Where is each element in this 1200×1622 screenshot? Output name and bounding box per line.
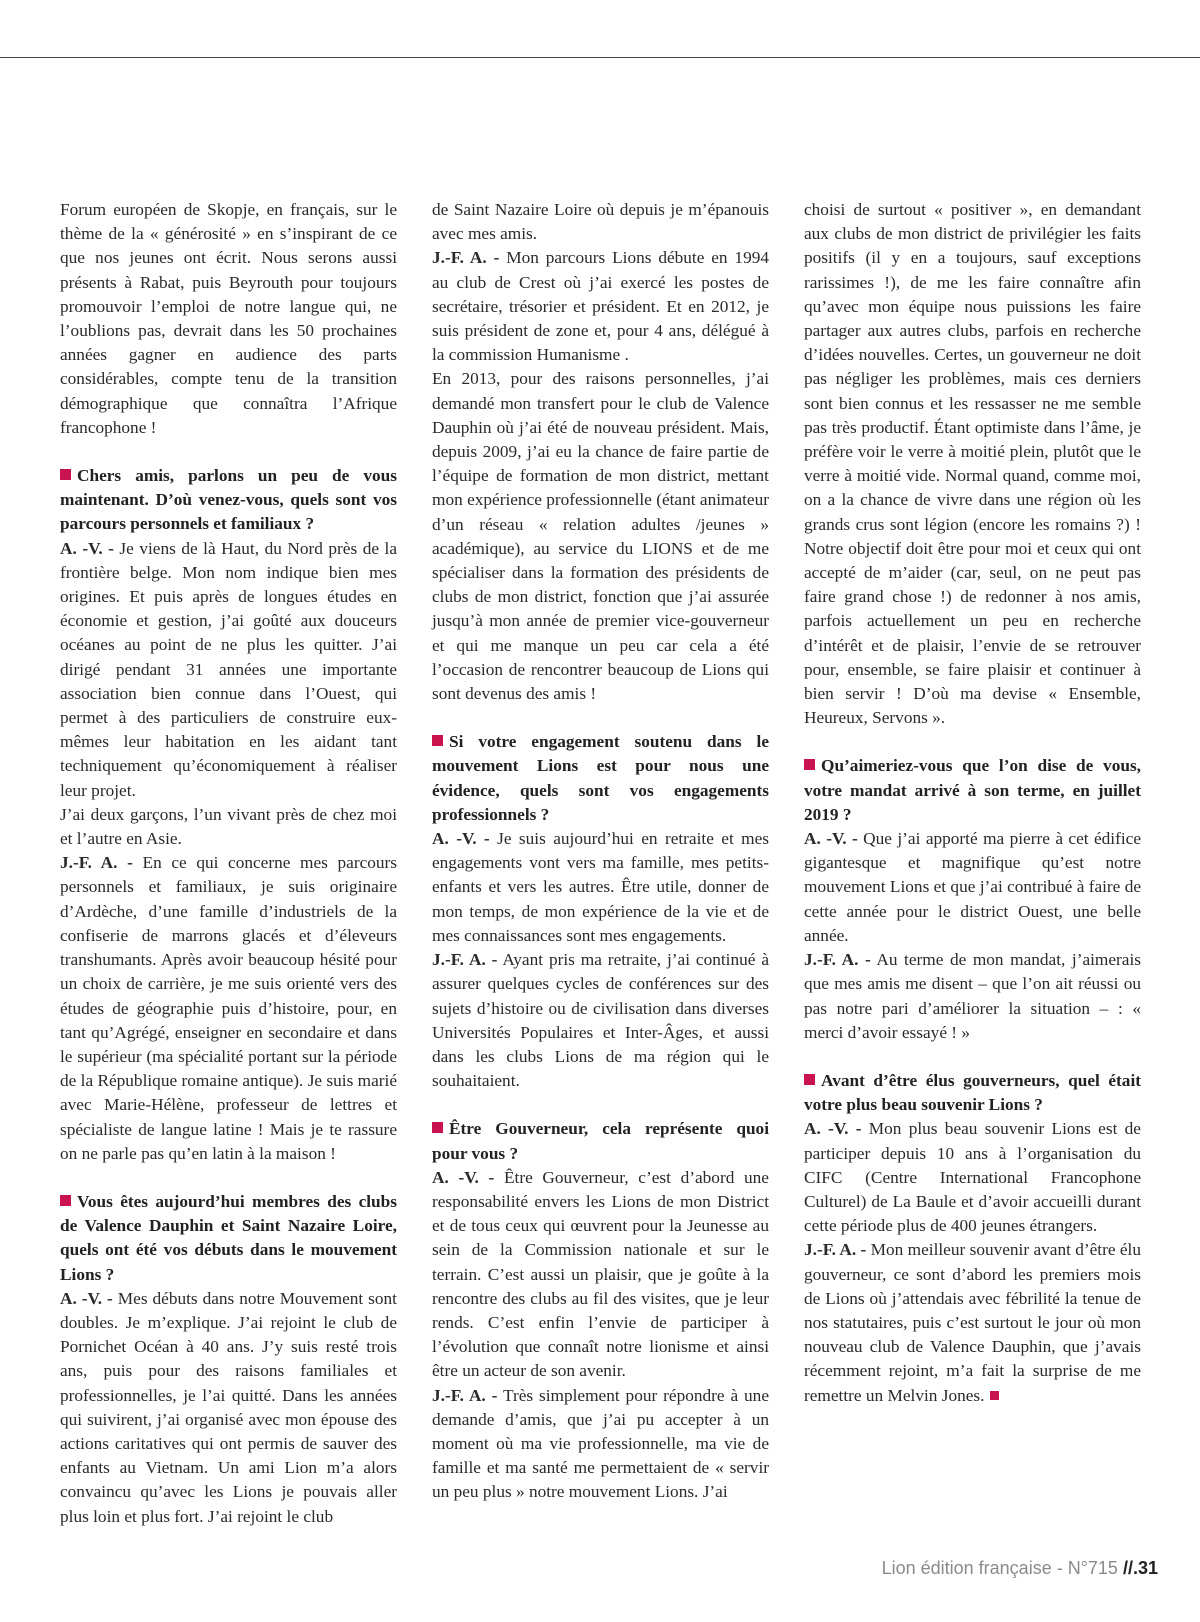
top-rule: [0, 57, 1200, 58]
column-3: [804, 198, 1141, 1408]
speaker-label: A. -V. -: [804, 829, 858, 849]
answer-paragraph: J.-F. A. - Très simplement pour répondre à une demande d’amis, que j’ai pu accepter à un moment où ma vie professionnelle, ma vie de famille et ma santé me permettaient de « servir un peu plus » notre mouvement Lions. J’ai: [432, 1385, 769, 1502]
answer-paragraph: J.-F. A. - Ayant pris ma retraite, j’ai continué à assurer quelques cycles de conférences sur des sujets d’histoire ou de civilisation dans diverses Universités Populaires et Inter-Âges, et aussi dans les clubs Lions de ma région qui le souhaitaient.: [432, 950, 769, 1091]
paragraph: En 2013, pour des raisons personnelles, j’ai demandé mon transfert pour le club de Valence Dauphin où j’ai été de nouveau président. Mais, depuis 2009, j’ai eu la chance de faire partie de l’équipe de formation de mon district, mettant mon expérience professionnelle (étant animateur d’un réseau « relation adultes /jeunes » académique), au service du LIONS et de me spécialiser dans la formation des présidents de clubs de mon district, fonction que j’ai assurée jusqu’à mon année de premier vice-gouverneur et qui me manque un peu car cela a été l’occasion de rencontrer beaucoup de Lions qui sont devenus des amis !: [432, 369, 769, 704]
square-bullet-icon: [432, 735, 443, 746]
end-square-icon: [990, 1391, 999, 1400]
answer-paragraph: A. -V. - Être Gouverneur, c’est d’abord une responsabilité envers les Lions de mon District et de tous ceux qui œuvrent pour la Jeunesse au sein de la Commission nationale et sur le terrain. C’est aussi un plaisir, que je goûte à la rencontre des clubs au fil des visites, que je leur rends. C’est enfin l’envie de participer à l’évolution que connaît notre lionisme et ainsi être un acteur de son avenir.: [432, 1167, 769, 1381]
page-footer: [882, 1558, 1158, 1579]
speaker-label: A. -V. -: [432, 1167, 495, 1187]
question-heading: Vous êtes aujourd’hui membres des clubs de Valence Dauphin et Saint Nazaire Loire, quels ont été vos débuts dans le mouvement Lions ?: [60, 1191, 397, 1284]
square-bullet-icon: [60, 469, 71, 480]
publication-name: Lion édition française - N°715: [881, 1558, 1118, 1578]
question-heading: Être Gouverneur, cela représente quoi pour vous ?: [432, 1119, 769, 1163]
question-heading: Qu’aimeriez-vous que l’on dise de vous, votre mandat arrivé à son terme, en juillet 2019 ?: [804, 756, 1141, 824]
square-bullet-icon: [432, 1122, 443, 1133]
answer-paragraph: J.-F. A. - En ce qui concerne mes parcours personnels et familiaux, je suis originaire d’Ardèche, d’une famille d’industriels de la confiserie de marrons glacés et d’éleveurs transhumants. Après avoir beaucoup hésité pour un choix de carrière, je me suis orienté vers des études de géographie puis d’histoire, pour, en tant qu’Agrégé, enseigner en secondaire et dans le supérieur (ma spécialité portant sur la période de la République romaine antique). Je suis marié avec Marie-Hélène, professeur de lettres et spécialiste de langue latine ! Mais je te rassure on ne parle pas qu’en latin à la maison !: [60, 853, 398, 1163]
speaker-label: J.-F. A. -: [432, 248, 500, 268]
speaker-label: J.-F. A. -: [804, 950, 871, 970]
speaker-label: J.-F. A. -: [432, 950, 498, 970]
speaker-label: A. -V. -: [60, 1288, 113, 1308]
page-number: .31: [1132, 1558, 1158, 1578]
question-heading: Avant d’être élus gouverneurs, quel était votre plus beau souvenir Lions ?: [804, 1070, 1141, 1115]
footer-separator: //: [1122, 1558, 1133, 1578]
answer-paragraph: J.-F. A. - Au terme de mon mandat, j’aimerais que mes amis me disent – que l’on ait réussi ou pas notre pari d’améliorer la situation – : « merci d’avoir essayé ! »: [804, 950, 1141, 1042]
speaker-label: A. -V. -: [60, 538, 114, 558]
paragraph: choisi de surtout « positiver », en demandant aux clubs de mon district de privilégier les faits positifs (il y en a toujours, sauf exceptions rarissimes !), de me les faire connaître afin qu’avec mon équipe nous puissions les faire partager aux autres clubs, parfois en recherche d’idées nouvelles. Certes, un gouverneur ne doit pas négliger les problèmes, mais ces derniers sont bien connus et les ressasser ne me semble pas très productif. Étant optimiste dans l’âme, je préfère voir le verre à moitié plein, plutôt que le verre à moitié vide. Normal quand, comme moi, on a la chance de vivre dans une région où les grands crus sont légion (encore les romains ?) ! Notre objectif doit être pour moi et ceux qui ont accepté de m’aider (car, seul, on ne peut pas faire grand chose !) de redonner à nos amis, parfois actuellement un peu en recherche d’intérêt et de plaisir, l’envie de se retrouver pour, ensemble, se faire plaisir et continuer à bien servir ! D’où ma devise « Ensemble, Heureux, Servons ».: [804, 200, 1141, 728]
square-bullet-icon: [60, 1195, 71, 1206]
answer-paragraph: J.-F. A. - Mon parcours Lions débute en 1994 au club de Crest où j’ai exercé les postes de secrétaire, trésorier et président. Et en 2012, je suis président de zone et, pour 4 ans, délégué à la commission Humanisme .: [432, 248, 769, 365]
answer-paragraph: A. -V. - Mon plus beau souvenir Lions est de participer depuis 10 ans à l’organisation du CIFC (Centre International Francophone Culturel) de La Baule et d’avoir accueilli durant cette période plus de 400 jeunes étrangers.: [804, 1119, 1141, 1236]
question-heading: Si votre engagement soutenu dans le mouvement Lions est pour nous une évidence, quels sont vos engagements professionnels ?: [432, 732, 769, 824]
answer-paragraph: A. -V. - Je viens de là Haut, du Nord près de la frontière belge. Mon nom indique bien mes origines. Et puis après de longues études en économie et gestion, j’ai goûté aux douceurs océanes au point de ne plus les quitter. J’ai dirigé pendant 31 années une importante association bien connue dans l’Ouest, qui permet à des particuliers de construire eux-mêmes leur habitation en les aidant tant techniquement qu’économiquement à réaliser leur projet.: [60, 538, 397, 800]
column-2: [432, 198, 769, 1505]
column-1: [60, 198, 397, 1529]
speaker-label: J.-F. A. -: [804, 1240, 867, 1260]
square-bullet-icon: [804, 1074, 815, 1085]
speaker-label: J.-F. A. -: [60, 853, 133, 873]
speaker-label: A. -V. -: [804, 1119, 862, 1139]
question-heading: Chers amis, parlons un peu de vous maintenant. D’où venez-vous, quels sont vos parcours personnels et familiaux ?: [60, 466, 397, 534]
answer-paragraph: J.-F. A. - Mon meilleur souvenir avant d’être élu gouverneur, ce sont d’abord les premiers mois de Lions où j’attendais avec fébrilité la tenue de nos statutaires, puis c’est surtout le jour où mon nouveau club de Valence Dauphin, que j’avais récemment rejoint, m’a fait la surprise de me remettre un Melvin Jones.: [804, 1240, 1141, 1405]
answer-paragraph: A. -V. - Que j’ai apporté ma pierre à cet édifice gigantesque et magnifique qu’est notre mouvement Lions et que j’ai contribué à faire de cette année pour le district Ouest, une belle année.: [804, 829, 1141, 945]
answer-paragraph: A. -V. - Mes débuts dans notre Mouvement sont doubles. Je m’explique. J’ai rejoint le club de Pornichet Océan à 40 ans. J’y suis resté trois ans, puis pour des raisons familiales et professionnelles, je l’ai quitté. Dans les années qui suivirent, j’ai organisé avec mon épouse des actions caritatives qui ont permis de sauver des enfants au Vietnam. Un ami Lion m’a alors convaincu qu’avec les Lions je pouvais aller plus loin et plus fort. J’ai rejoint le club: [60, 1288, 397, 1526]
paragraph: Forum européen de Skopje, en français, sur le thème de la « générosité » en s’inspirant de ce que nos jeunes ont écrit. Nous serons aussi présents à Rabat, puis Beyrouth pour toujours promouvoir l’emploi de notre langue qui, ne l’oublions pas, devrait dans les 50 prochaines années gagner en audience des parts considérables, compte tenu de la transition démographique que connaîtra l’Afrique francophone !: [60, 200, 397, 437]
square-bullet-icon: [804, 759, 815, 770]
paragraph: de Saint Nazaire Loire où depuis je m’épanouis avec mes amis.: [432, 200, 769, 244]
answer-paragraph: A. -V. - Je suis aujourd’hui en retraite et mes engagements vont vers ma famille, mes petits-enfants et vers les autres. Être utile, donner de mon temps, de mon expérience de la vie et de mes connaissances sont mes engagements.: [432, 829, 769, 945]
speaker-label: A. -V. -: [432, 829, 490, 849]
paragraph: J’ai deux garçons, l’un vivant près de chez moi et l’autre en Asie.: [60, 804, 397, 849]
speaker-label: J.-F. A. -: [432, 1385, 498, 1405]
